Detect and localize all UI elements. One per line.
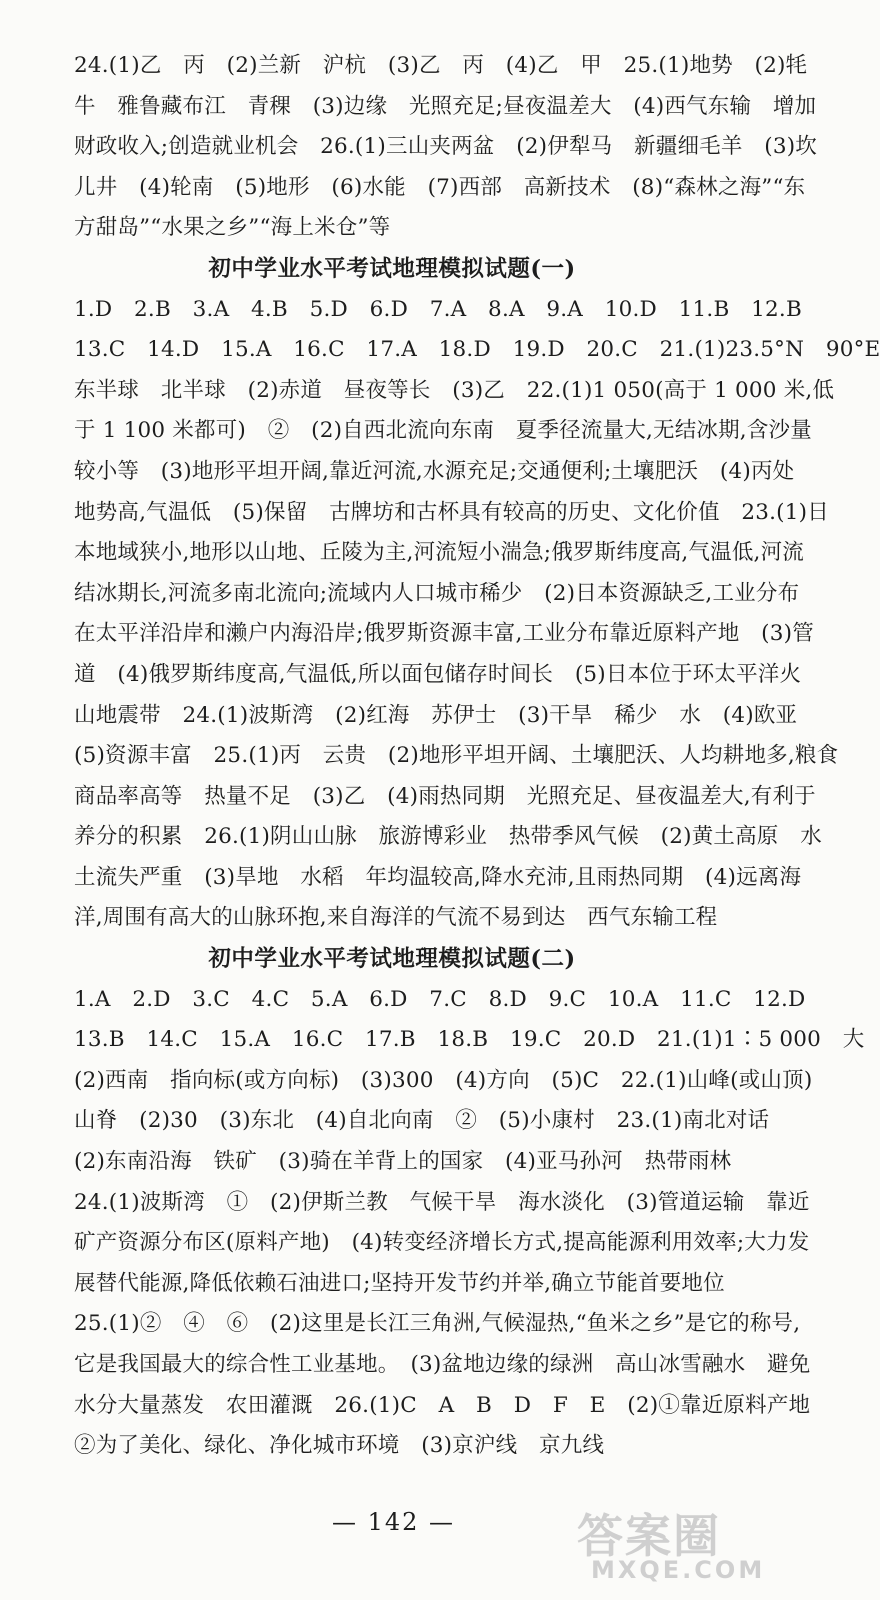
watermark-logo [573, 1500, 773, 1592]
answer-page [74, 46, 880, 1467]
answer-line: 展替代能源,降低依赖石油进口;坚持开发节约并举,确立节能首要地位 [74, 1270, 725, 1296]
section-title-exam-1: 初中学业水平考试地理模拟试题(一) [208, 255, 576, 282]
answer-line: (2)西南 指向标(或方向标) (3)300 (4)方向 (5)C 22.(1)山峰(或山顶) [74, 1067, 813, 1093]
answer-line: 1.D 2.B 3.A 4.B 5.D 6.D 7.A 8.A 9.A 10.D 11.B 12.B [74, 296, 802, 322]
answer-line: 财政收入;创造就业机会 26.(1)三山夹两盆 (2)伊犁马 新疆细毛羊 (3)坎 [74, 134, 818, 160]
answer-line: 东半球 北半球 (2)赤道 昼夜等长 (3)乙 22.(1)1 050(高于 1 000 米,低 [74, 377, 835, 403]
answer-line: 地势高,气温低 (5)保留 古牌坊和古杯具有较高的历史、文化价值 23.(1)日 [74, 499, 829, 525]
answer-line: 13.B 14.C 15.A 16.C 17.B 18.B 19.C 20.D 21.(1)1∶5 000 大 [74, 1027, 865, 1053]
answer-line: 1.A 2.D 3.C 4.C 5.A 6.D 7.C 8.D 9.C 10.A 11.C 12.D [74, 986, 806, 1012]
answer-line: 于 1 100 米都可) ② (2)自西北流向东南 夏季径流量大,无结冰期,含沙量 [74, 418, 812, 444]
answer-line: 在太平洋沿岸和濑户内海沿岸;俄罗斯资源丰富,工业分布靠近原料产地 (3)管 [74, 621, 814, 647]
answer-line: 25.(1)② ④ ⑥ (2)这里是长江三角洲,气候湿热,“鱼米之乡”是它的称号, [74, 1311, 801, 1337]
answer-line: 儿井 (4)轮南 (5)地形 (6)水能 (7)西部 高新技术 (8)“森林之海”“东 [74, 174, 806, 200]
answer-line: 本地域狭小,地形以山地、丘陵为主,河流短小湍急;俄罗斯纬度高,气温低,河流 [74, 540, 804, 566]
answer-line: 商品率高等 热量不足 (3)乙 (4)雨热同期 光照充足、昼夜温差大,有利于 [74, 783, 816, 809]
answer-line: 土流失严重 (3)旱地 水稻 年均温较高,降水充沛,且雨热同期 (4)远离海 [74, 864, 802, 890]
page-number: — 142 — [331, 1508, 456, 1536]
answer-line: 24.(1)波斯湾 ① (2)伊斯兰教 气候干旱 海水淡化 (3)管道运输 靠近 [74, 1189, 810, 1215]
answer-line: 牛 雅鲁藏布江 青稞 (3)边缘 光照充足;昼夜温差大 (4)西气东输 增加 [74, 93, 817, 119]
answer-line: 24.(1)乙 丙 (2)兰新 沪杭 (3)乙 丙 (4)乙 甲 25.(1)地势 (2)牦 [74, 53, 808, 78]
answer-line: ②为了美化、绿化、净化城市环境 (3)京沪线 京九线 [74, 1433, 605, 1459]
answer-line: 13.C 14.D 15.A 16.C 17.A 18.D 19.D 20.C 21.(1)23.5°N 90°E [74, 337, 880, 363]
answer-line: 较小等 (3)地形平坦开阔,靠近河流,水源充足;交通便利;土壤肥沃 (4)丙处 [74, 458, 795, 484]
answer-line: 洋,周围有高大的山脉环抱,来自海洋的气流不易到达 西气东输工程 [74, 905, 718, 931]
answer-line: 方甜岛”“水果之乡”“海上米仓”等 [74, 215, 391, 241]
answer-line: 结冰期长,河流多南北流向;流域内人口城市稀少 (2)日本资源缺乏,工业分布 [74, 580, 800, 606]
section-title-exam-2: 初中学业水平考试地理模拟试题(二) [208, 946, 576, 973]
answer-line: (5)资源丰富 25.(1)丙 云贵 (2)地形平坦开阔、土壤肥沃、人均耕地多,粮食 [74, 743, 839, 769]
watermark-text: 答案圈 [577, 1509, 721, 1563]
answer-line: 水分大量蒸发 农田灌溉 26.(1)C A B D F E (2)①靠近原料产地 [74, 1392, 811, 1418]
answer-line: 养分的积累 26.(1)阴山山脉 旅游博彩业 热带季风气候 (2)黄土高原 水 [74, 824, 822, 850]
answer-line: (2)东南沿海 铁矿 (3)骑在羊背上的国家 (4)亚马孙河 热带雨林 [74, 1149, 732, 1175]
watermark-url: MXQE.COM [591, 1556, 766, 1584]
answer-line: 矿产资源分布区(原料产地) (4)转变经济增长方式,提高能源利用效率;大力发 [74, 1230, 810, 1256]
answer-line: 山地震带 24.(1)波斯湾 (2)红海 苏伊士 (3)干旱 稀少 水 (4)欧亚 [74, 702, 798, 728]
answer-line: 它是我国最大的综合性工业基地。 (3)盆地边缘的绿洲 高山冰雪融水 避免 [74, 1352, 811, 1377]
answer-line: 山脊 (2)30 (3)东北 (4)自北向南 ② (5)小康村 23.(1)南北对话 [74, 1108, 770, 1134]
answer-line: 道 (4)俄罗斯纬度高,气温低,所以面包储存时间长 (5)日本位于环太平洋火 [74, 661, 802, 687]
